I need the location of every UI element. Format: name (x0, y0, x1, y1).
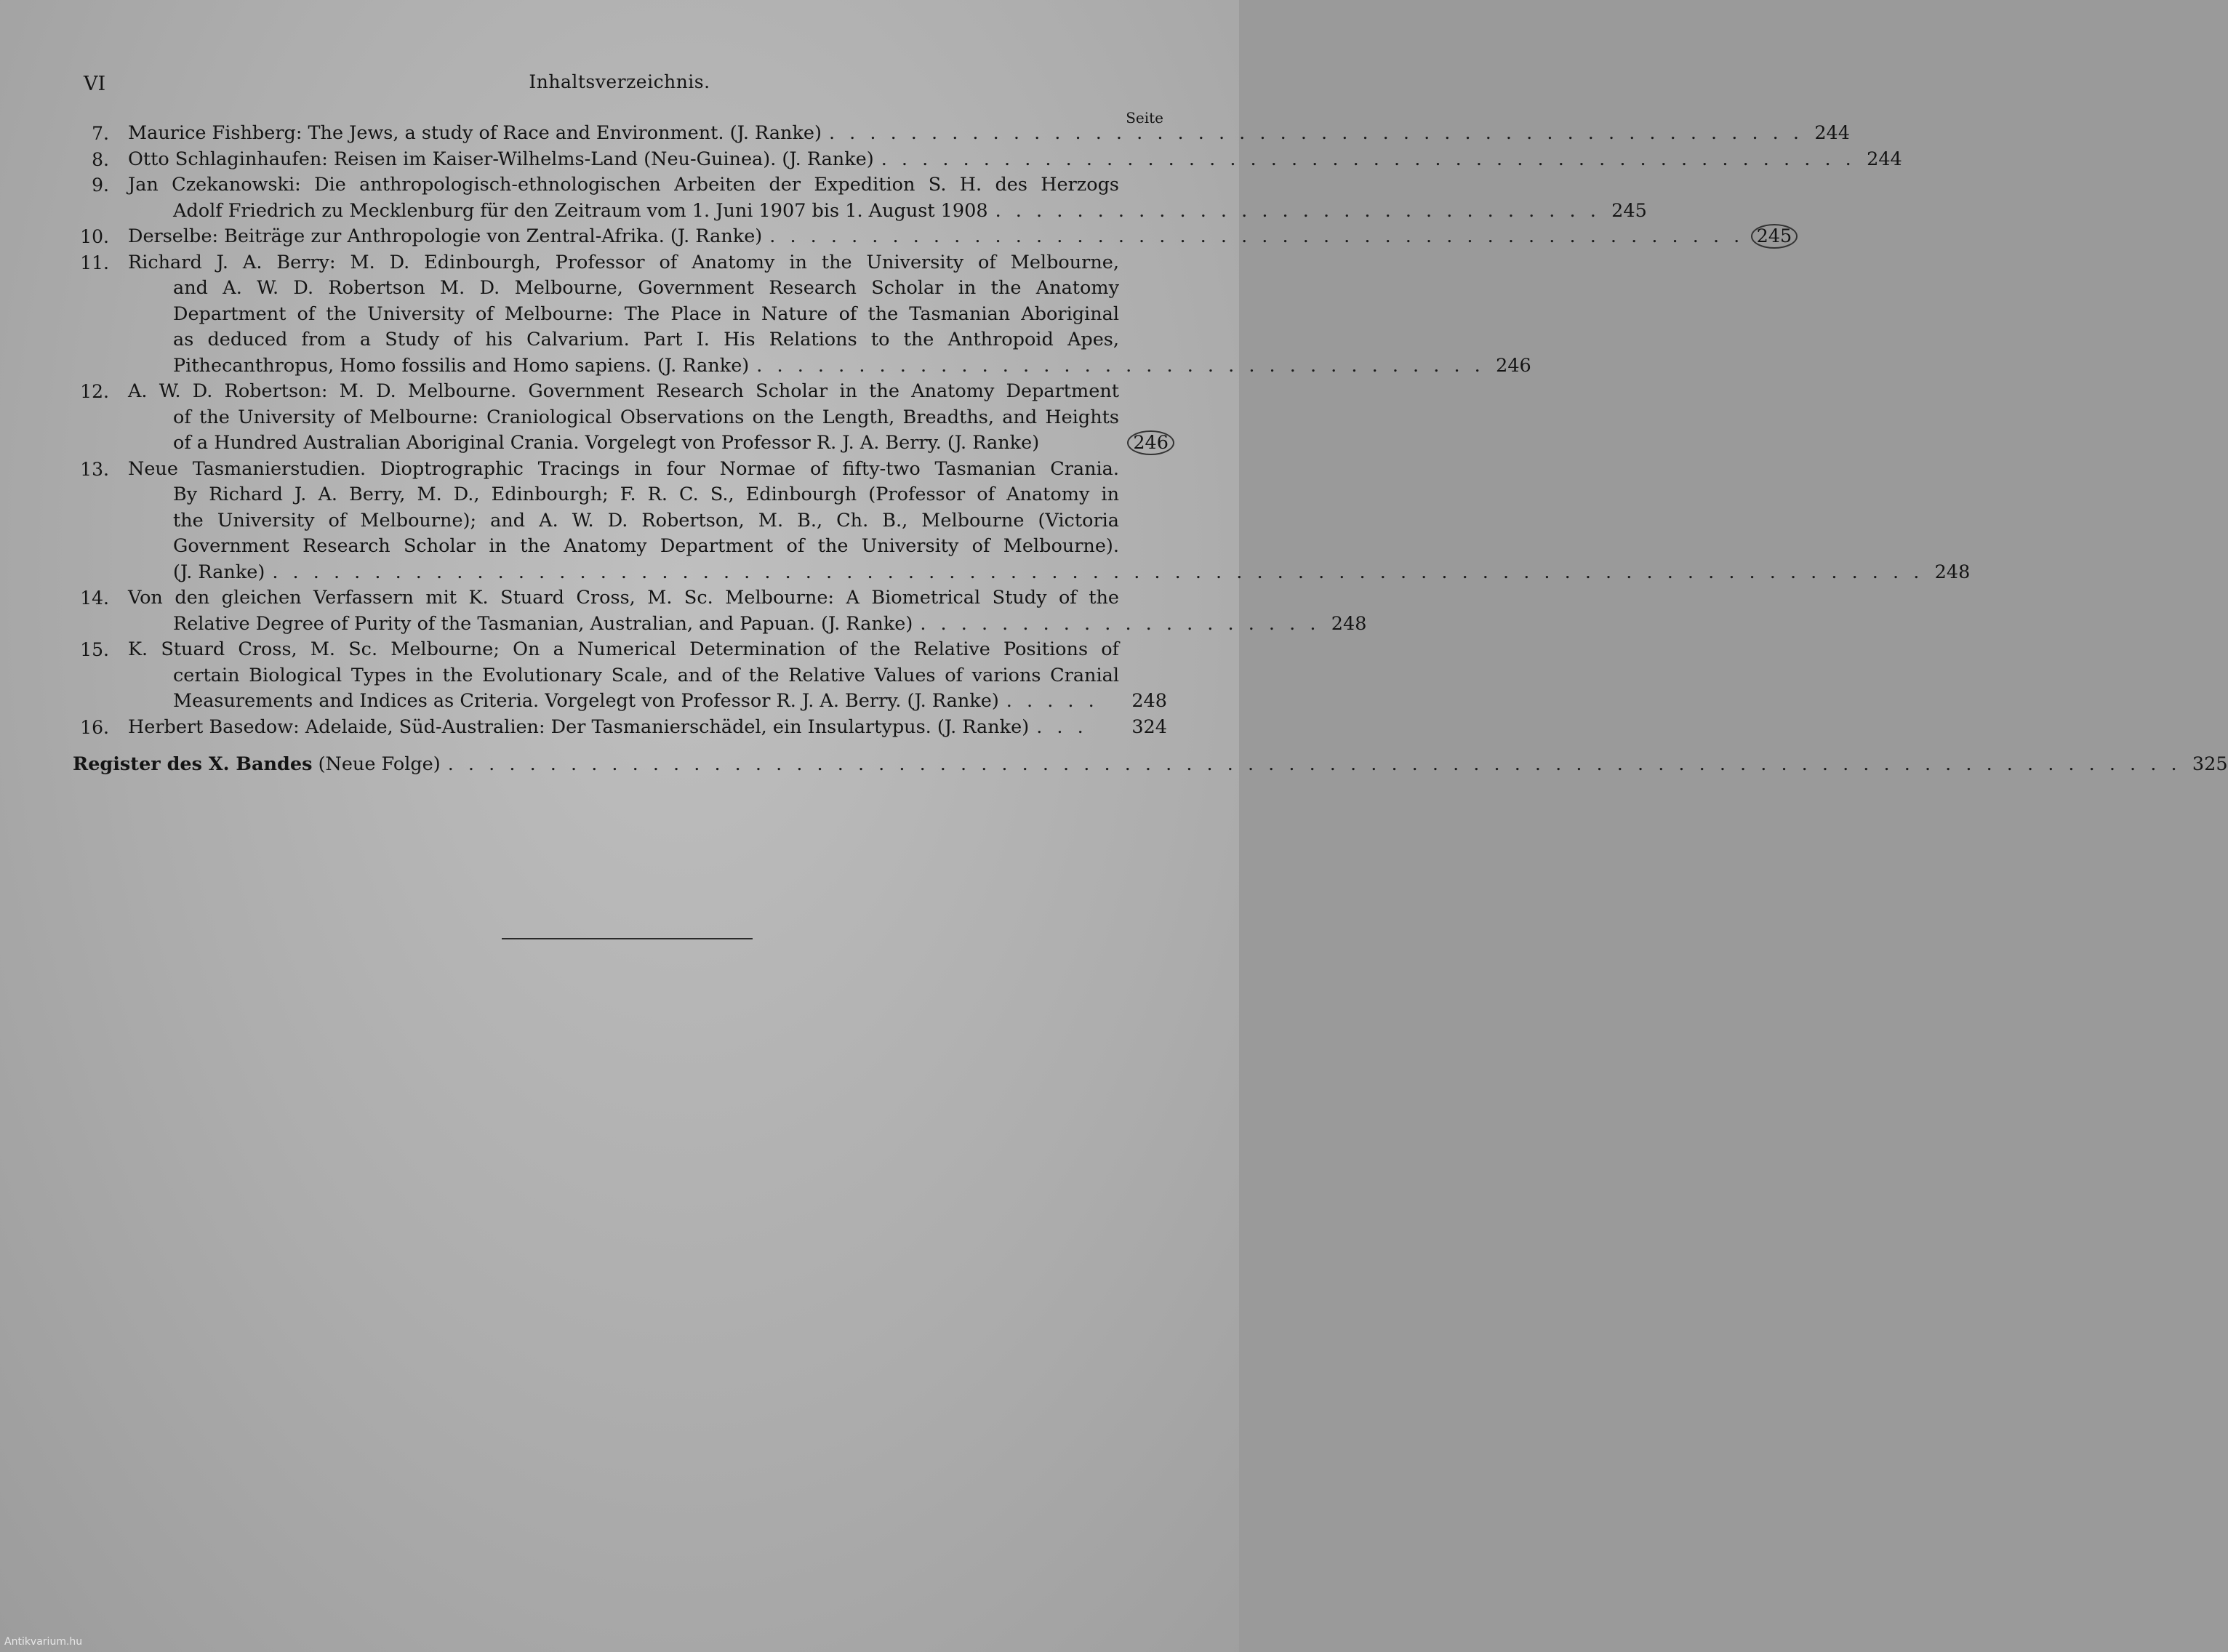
entry-text: A. W. D. Robertson: M. D. Melbourne. Government Research Scholar in the Anatomy Department (128, 380, 1119, 402)
entry-text: Adolf Friedrich zu Mecklenburg für den Zeitraum vom 1. Juni 1907 bis 1. August 1908 (173, 199, 988, 222)
dot-leader: . . . . . . . . . . . . . . . . . . . . . . . . . . . . . . . . . . . . . . . . . . . . . . . . . . . . . . . . . . . . . . . . . . . . . . . . . . . . . . . . . . . . . (447, 753, 2181, 775)
entry-number: 11. (80, 252, 109, 273)
entry-number: 13. (80, 458, 109, 480)
toc-entry (73, 250, 1531, 380)
entry-number: 7. (92, 123, 109, 144)
entry-text: the University of Melbourne); and A. W. D. Robertson, M. B., Ch. B., Melbourne (Victoria (173, 509, 1119, 532)
entry-page: 246 (1496, 354, 1531, 377)
entry-text: Department of the University of Melbourne: The Place in Nature of the Tasmanian Aboriginal (173, 302, 1119, 325)
dot-leader: . . . . . . . . . . . . . . . . . . . . . . . . . . . . . . . . . . . . . . . . . . . . . . . . . . . . . . . . . . . . . . . . . . . . . . . . . . . . . . . . . (272, 561, 1924, 583)
entry-text: Measurements and Indices as Criteria. Vorgelegt von Professor R. J. A. Berry. (J. Ranke) (173, 690, 999, 712)
entry-page: 248 (1331, 612, 1367, 635)
register-subtitle: (Neue Folge) (318, 753, 441, 775)
entry-text: and A. W. D. Robertson M. D. Melbourne, Government Research Scholar in the Anatomy (173, 277, 1119, 299)
toc-entry (73, 147, 1902, 173)
dot-leader: . . . . . (1006, 690, 1099, 712)
running-title: Inhaltsverzeichnis. (529, 71, 710, 92)
entry-text: certain Biological Types in the Evolutionary Scale, and of the Relative Values of varions Cranial (173, 664, 1119, 686)
circled-page-number: 246 (1127, 430, 1174, 455)
entry-text: (J. Ranke) (173, 561, 265, 583)
toc-entry (73, 585, 1367, 637)
entry-text: of a Hundred Australian Aboriginal Crania. Vorgelegt von Professor R. J. A. Berry. (J. Ranke) (173, 432, 1040, 454)
entry-text: Richard J. A. Berry: M. D. Edinbourgh, Professor of Anatomy in the University of Melbourne, (128, 251, 1119, 273)
entry-page: 324 (1131, 715, 1167, 738)
entry-text: Neue Tasmanierstudien. Dioptrographic Tracings in four Normae of fifty-two Tasmanian Crania. (128, 457, 1119, 480)
toc-entry (73, 637, 1167, 715)
entry-page: 248 (1934, 561, 1971, 583)
entry-number: 12. (80, 381, 109, 402)
entry-text: K. Stuard Cross, M. Sc. Melbourne; On a Numerical Determination of the Relative Positions of (128, 638, 1119, 660)
entry-text: Government Research Scholar in the Anatomy Department of the University of Melbourne). (173, 535, 1119, 557)
register-entry (73, 752, 2228, 778)
entry-page: 244 (1867, 148, 1902, 170)
entry-text: Von den gleichen Verfassern mit K. Stuard Cross, M. Sc. Melbourne: A Biometrical Study of the (128, 587, 1119, 609)
page-number: VI (84, 73, 106, 95)
watermark: Antikvarium.hu (4, 1636, 83, 1648)
page-column-label: Seite (1126, 109, 1163, 127)
entry-text: Maurice Fishberg: The Jews, a study of Race and Environment. (J. Ranke) (128, 122, 822, 144)
entry-text: Derselbe: Beiträge zur Anthropologie von Zentral-Afrika. (J. Ranke) (128, 225, 763, 247)
register-title: Register des X. Bandes (73, 753, 313, 775)
toc-entry (73, 379, 1167, 457)
dot-leader: . . . . . . . . . . . . . . . . . . . . . . . . . . . . . . (995, 199, 1600, 222)
entry-page: 244 (1814, 122, 1850, 144)
closing-rule (502, 938, 753, 939)
entry-number: 15. (80, 639, 109, 660)
entry-number: 8. (92, 148, 109, 170)
entry-page: 245 (1611, 199, 1647, 222)
toc-entry (73, 121, 1850, 147)
entry-number: 16. (80, 716, 109, 738)
entry-text: By Richard J. A. Berry, M. D., Edinbourgh; F. R. C. S., Edinbourgh (Professor of Anatomy in (173, 484, 1119, 505)
dot-leader: . . . . . . . . . . . . . . . . . . . . . . . . . . . . . . . . . . . . . . . . . . . . . . . . (828, 122, 1803, 144)
entry-text: of the University of Melbourne: Craniological Observations on the Length, Breadths, and Heights (173, 406, 1119, 428)
toc-entry (73, 224, 1792, 250)
table-of-contents (73, 121, 2228, 778)
entry-text: Jan Czekanowski: Die anthropologisch-ethnologischen Arbeiten der Expedition S. H. des Herzogs (128, 174, 1119, 196)
entry-number: 14. (80, 588, 109, 609)
toc-entry (73, 172, 1647, 224)
circled-page-number: 245 (1751, 224, 1798, 249)
dot-leader: . . . . . . . . . . . . . . . . . . . . . . . . . . . . . . . . . . . . (756, 354, 1485, 377)
dot-leader: . . . . . . . . . . . . . . . . . . . . (920, 612, 1321, 635)
register-page: 325 (2192, 753, 2228, 775)
entry-page: 248 (1131, 690, 1167, 712)
entry-text: Pithecanthropus, Homo fossilis and Homo sapiens. (J. Ranke) (173, 354, 750, 377)
dot-leader: . . . (1036, 715, 1088, 738)
toc-entry (73, 457, 1971, 586)
entry-number: 9. (92, 175, 109, 196)
entry-text: Otto Schlaginhaufen: Reisen im Kaiser-Wilhelms-Land (Neu-Guinea). (J. Ranke) (128, 148, 874, 170)
page-header (0, 65, 1239, 95)
entry-text: Herbert Basedow: Adelaide, Süd-Australien: Der Tasmanierschädel, ein Insulartypus. (J. Ranke) (128, 715, 1030, 738)
entry-text: Relative Degree of Purity of the Tasmanian, Australian, and Papuan. (J. Ranke) (173, 612, 913, 635)
toc-entry (73, 715, 1167, 741)
entry-text: as deduced from a Study of his Calvarium. Part I. His Relations to the Anthropoid Apes, (173, 329, 1119, 350)
dot-leader: . . . . . . . . . . . . . . . . . . . . . . . . . . . . . . . . . . . . . . . . . . . . . . . . (769, 225, 1744, 247)
entry-number: 10. (80, 226, 109, 247)
dot-leader: . . . . . . . . . . . . . . . . . . . . . . . . . . . . . . . . . . . . . . . . . . . . . . . . (881, 148, 1856, 170)
